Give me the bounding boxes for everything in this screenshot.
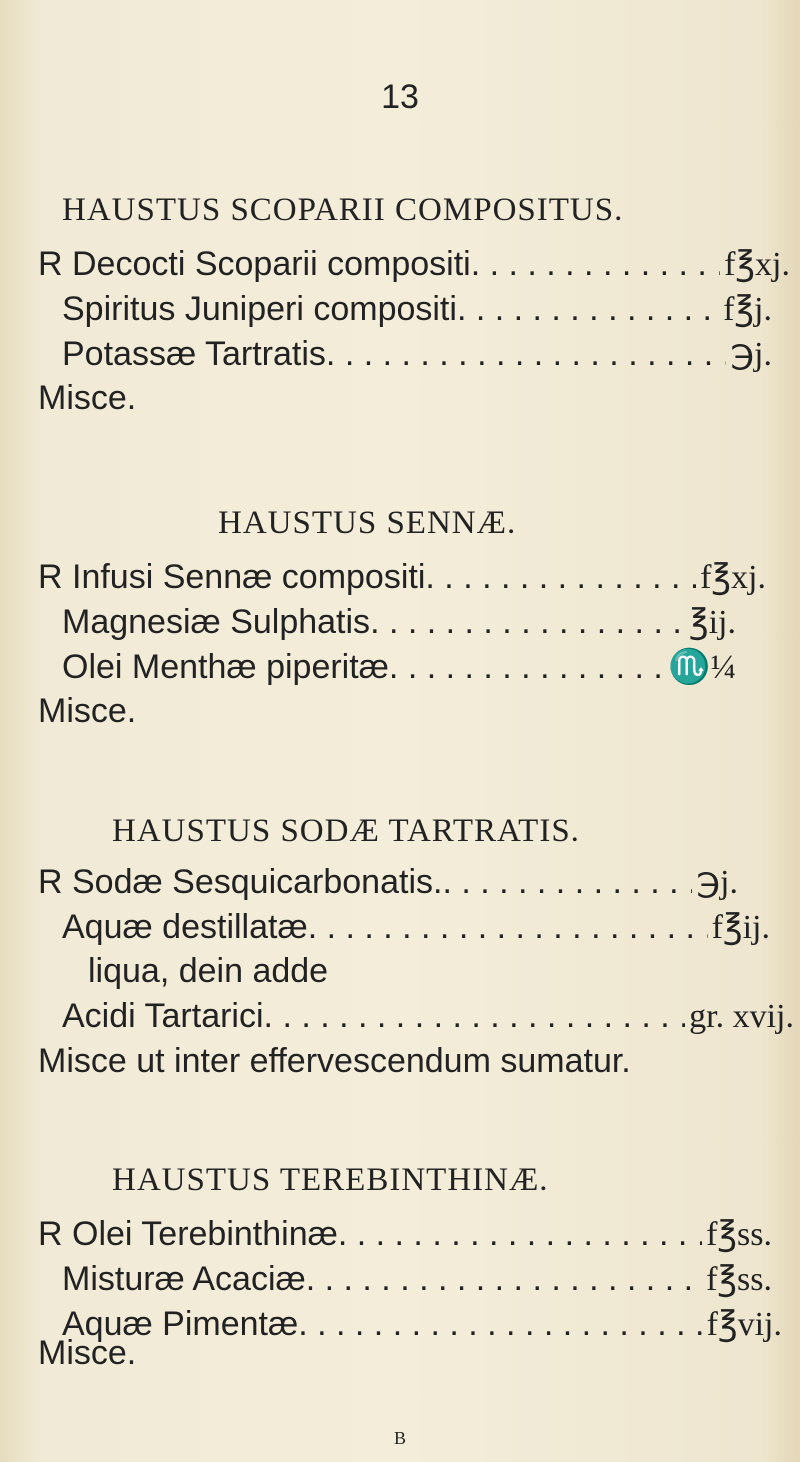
recipe-line xyxy=(38,1334,136,1373)
instruction: Misce. xyxy=(38,379,137,417)
section-title: HAUSTUS TEREBINTHINÆ. xyxy=(112,1162,549,1198)
recipe-line xyxy=(38,557,766,597)
ingredient: Misturæ Acaciæ xyxy=(62,1260,306,1298)
section-title: HAUSTUS SENNÆ. xyxy=(218,505,517,541)
signature-mark: B xyxy=(393,1428,406,1448)
leader-dots xyxy=(308,908,708,947)
quantity: f℥ij. xyxy=(711,909,770,946)
quantity: ℈j. xyxy=(730,336,772,373)
ingredient: R Olei Terebinthinæ xyxy=(38,1215,338,1253)
leader-dots xyxy=(471,245,720,284)
leader-dots xyxy=(306,1260,702,1299)
ingredient: Magnesiæ Sulphatis xyxy=(62,603,371,641)
instruction: Misce. xyxy=(38,1334,137,1372)
recipe-line xyxy=(62,289,772,329)
section-title: HAUSTUS SODÆ TARTRATIS. xyxy=(112,813,580,849)
section-title: HAUSTUS SCOPARII COMPOSITUS. xyxy=(62,192,624,228)
recipe-line xyxy=(62,334,772,374)
leader-dots xyxy=(425,558,696,597)
recipe-line xyxy=(38,379,136,418)
leader-dots xyxy=(370,603,685,642)
ingredient: R Sodæ Sesquicarbonatis. xyxy=(38,863,443,901)
ingredient: Aquæ destillatæ xyxy=(62,908,308,946)
leader-dots xyxy=(338,1215,702,1254)
leader-dots xyxy=(298,1305,702,1344)
ingredient: Spiritus Juniperi compositi xyxy=(62,290,457,328)
quantity: ♏¼ xyxy=(668,649,736,686)
ingredient: Aquæ Pimentæ xyxy=(62,1305,299,1343)
recipe-line xyxy=(62,1304,782,1344)
recipe-line xyxy=(38,244,790,284)
quantity: f℥vij. xyxy=(706,1306,782,1343)
ingredient: R Decocti Scoparii compositi xyxy=(38,245,471,283)
quantity: f℥ss. xyxy=(706,1261,772,1298)
quantity: f℥xj. xyxy=(724,246,790,283)
leader-dots xyxy=(457,290,719,329)
ingredient: R Infusi Sennæ compositi xyxy=(38,558,426,596)
recipe-line xyxy=(38,1214,772,1254)
quantity: ℈j. xyxy=(696,864,738,901)
recipe-line xyxy=(38,692,136,731)
quantity: ℥ij. xyxy=(688,604,736,641)
recipe-line xyxy=(38,862,738,902)
leader-dots xyxy=(442,863,692,902)
instruction: Misce. xyxy=(38,692,137,730)
ingredient: Olei Menthæ piperitæ xyxy=(62,648,389,686)
quantity: f℥ss. xyxy=(706,1216,772,1253)
instruction: Misce ut inter effervescendum sumatur. xyxy=(38,1042,631,1080)
recipe-line xyxy=(88,952,328,991)
quantity: gr. xvij. xyxy=(689,998,794,1035)
quantity: f℥j. xyxy=(723,291,772,328)
recipe-line xyxy=(62,647,736,687)
quantity: f℥xj. xyxy=(700,559,766,596)
page-number: 13 xyxy=(381,78,419,116)
recipe-line xyxy=(62,602,736,642)
leader-dots xyxy=(264,997,686,1036)
leader-dots xyxy=(326,335,726,374)
ingredient: Acidi Tartarici xyxy=(62,997,264,1035)
instruction: liqua, dein adde xyxy=(88,952,329,990)
recipe-line xyxy=(38,1042,631,1081)
recipe-line xyxy=(62,1259,772,1299)
leader-dots xyxy=(389,648,664,687)
recipe-line xyxy=(62,907,770,947)
recipe-line xyxy=(62,997,794,1036)
ingredient: Potassæ Tartratis xyxy=(62,335,326,373)
